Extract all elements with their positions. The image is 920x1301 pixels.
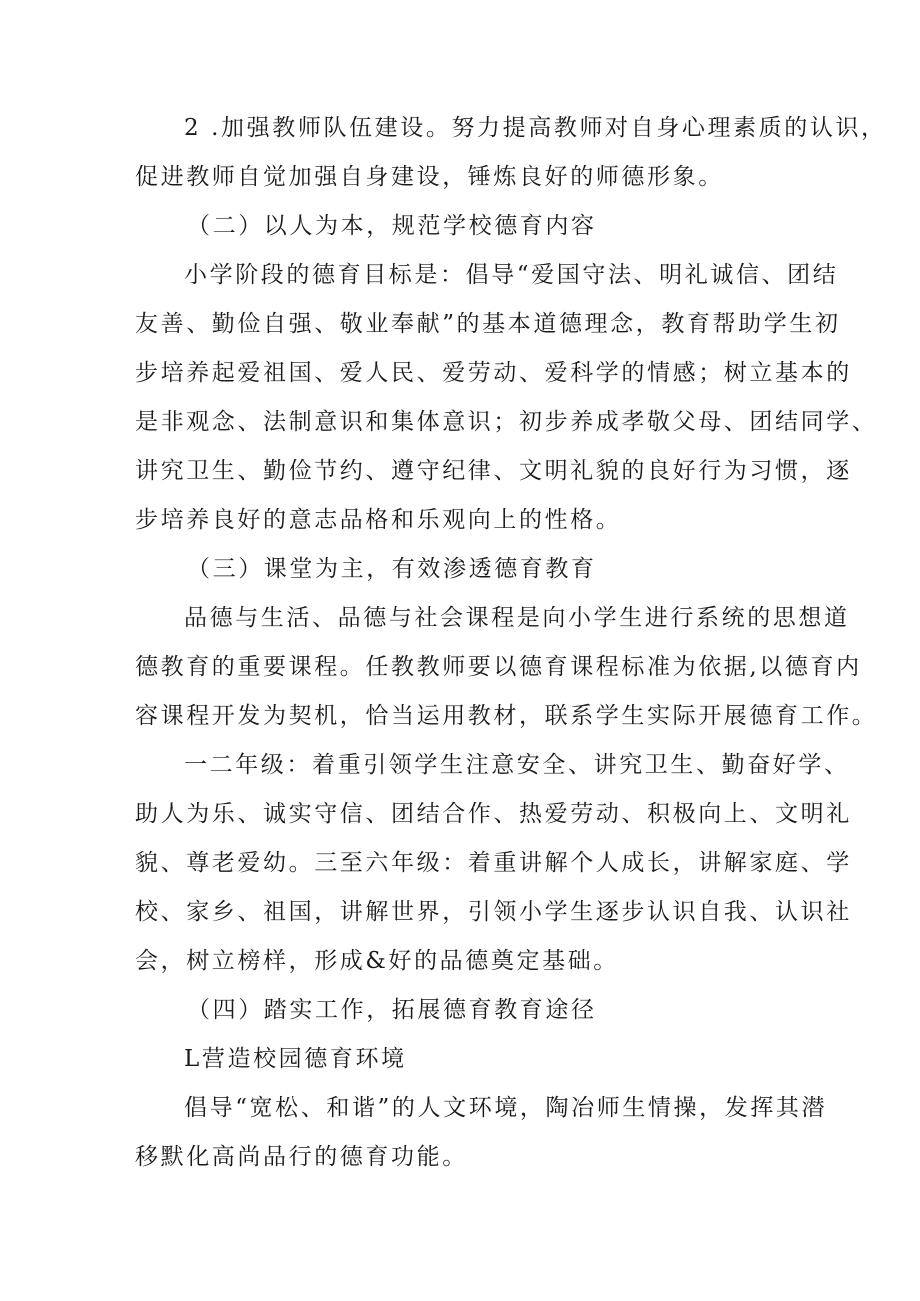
paragraph-line: 一二年级：着重引领学生注意安全、讲究卫生、勤奋好学、 [184,752,850,778]
section-heading: （四）踏实工作，拓展德育教育途径 [187,997,597,1023]
paragraph-line: 讲究卫生、勤俭节约、遵守纪律、文明礼貌的良好行为习惯，逐 [135,458,852,484]
paragraph-line: 小学阶段的德育目标是：倡导“爱国守法、明礼诚信、团结 [184,262,839,288]
paragraph-line: 校、家乡、祖国，讲解世界，引领小学生逐步认识自我、认识社 [135,899,852,925]
paragraph-line: 会，树立榜样，形成&好的品德奠定基础。 [135,948,619,974]
paragraph-line: 步培养良好的意志品格和乐观向上的性格。 [135,507,622,533]
paragraph-line: 貌、尊老爱幼。三至六年级：着重讲解个人成长，讲解家庭、学 [135,850,852,876]
paragraph-line: 促进教师自觉加强自身建设，锤炼良好的师德形象。 [135,164,724,190]
paragraph-line: 步培养起爱祖国、爱人民、爱劳动、爱科学的情感；树立基本的 [135,360,852,386]
section-heading: （二）以人为本，规范学校德育内容 [187,213,597,239]
subsection-heading: L营造校园德育环境 [184,1046,407,1072]
paragraph-line: 是非观念、法制意识和集体意识；初步养成孝敬父母、团结同学、 [135,409,878,435]
paragraph-line: 品德与生活、品德与社会课程是向小学生进行系统的思想道 [184,605,850,631]
paragraph-line: 移默化高尚品行的德育功能。 [135,1144,468,1170]
paragraph-line: 2 .加强教师队伍建设。努力提高教师对自身心理素质的认识， [184,115,887,141]
paragraph-line: 容课程开发为契机，恰当运用教材，联系学生实际开展德育工作。 [135,703,878,729]
paragraph-line: 友善、勤俭自强、敬业奉献”的基本道德理念，教育帮助学生初 [135,311,841,337]
section-heading: （三）课堂为主，有效渗透德育教育 [187,556,597,582]
paragraph-line: 德教育的重要课程。任教教师要以德育课程标准为依据,以德育内 [135,654,862,680]
paragraph-line: 倡导“宽松、和谐”的人文环境，陶冶师生情操，发挥其潜 [184,1095,828,1121]
paragraph-line: 助人为乐、诚实守信、团结合作、热爱劳动、积极向上、文明礼 [135,801,852,827]
